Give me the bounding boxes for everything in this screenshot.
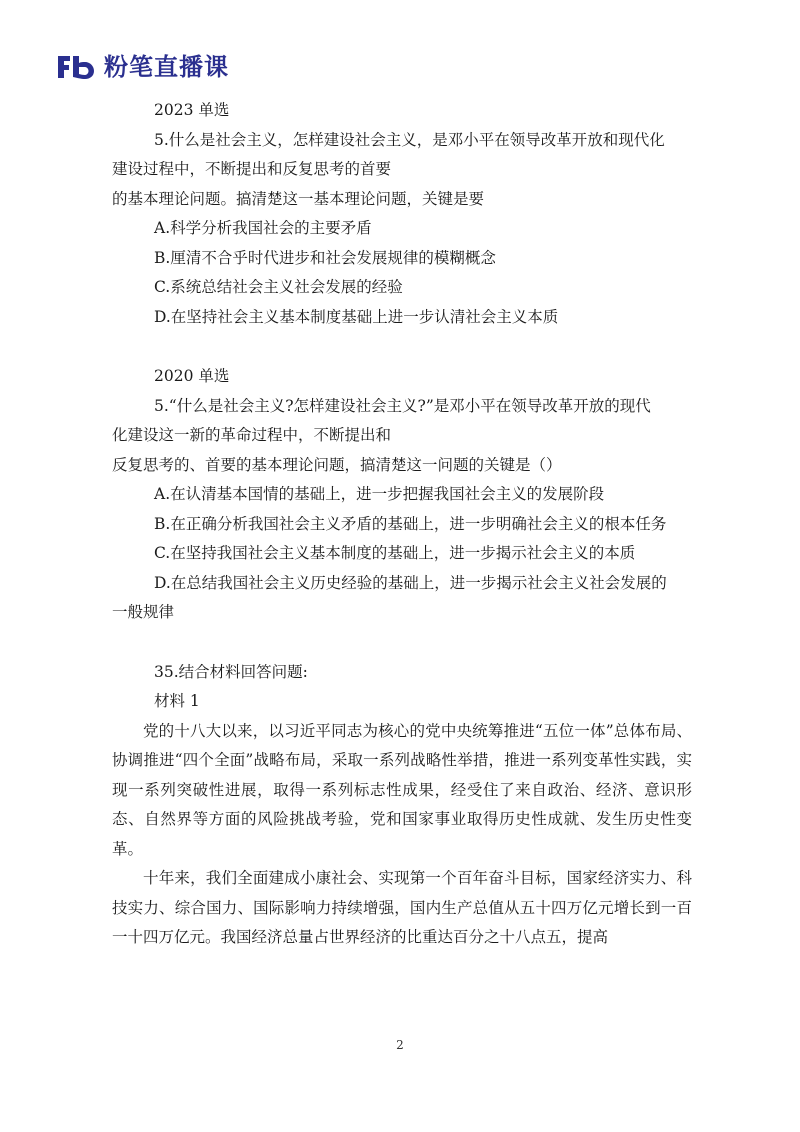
brand-name: 粉笔直播课 bbox=[104, 53, 229, 81]
option-c: C.系统总结社会主义社会发展的经验 bbox=[154, 278, 403, 296]
question-2023 bbox=[112, 96, 692, 332]
option-d: D.在坚持社会主义基本制度基础上进一步认清社会主义本质 bbox=[154, 307, 559, 326]
section-label: 2020 单选 bbox=[154, 367, 230, 385]
question-text-line: 建设过程中，不断提出和反复思考的首要 bbox=[112, 160, 392, 178]
material-paragraph: 党的十八大以来，以习近平同志为核心的党中央统筹推进“五位一体”总体布局、协调推进“四个全面”战略布局，采取一系列战略性举措，推进一系列变革性实践，实现一系列突破性进展，取得一系列标志性成果，经受住了来自政治、经济、意识形态、自然界等方面的风险挑战考验，党和国家事业取得历史性成就、发生历史性变革。 bbox=[112, 721, 692, 858]
material-paragraph: 十年来，我们全面建成小康社会、实现第一个百年奋斗目标，国家经济实力、科技实力、综合国力、国际影响力持续增强，国内生产总值从五十四万亿元增长到一百一十四万亿元。我国经济总量占世界经济的比重达百分之十八点五，提高 bbox=[112, 869, 692, 946]
material-question-title: 35.结合材料回答问题: bbox=[154, 662, 308, 681]
option-a: A.在认清基本国情的基础上，进一步把握我国社会主义的发展阶段 bbox=[154, 485, 605, 503]
question-2020 bbox=[112, 362, 692, 628]
question-text-line: 化建设这一新的革命过程中，不断提出和 bbox=[112, 426, 392, 444]
option-b: B.厘清不合乎时代进步和社会发展规律的模糊概念 bbox=[154, 248, 496, 267]
material-label: 材料 1 bbox=[154, 692, 200, 710]
option-a: A.科学分析我国社会的主要矛盾 bbox=[154, 219, 372, 237]
material-question bbox=[112, 658, 692, 717]
option-c: C.在坚持我国社会主义基本制度的基础上，进一步揭示社会主义的本质 bbox=[154, 544, 636, 562]
option-d-continued: 一般规律 bbox=[112, 603, 175, 621]
option-d: D.在总结我国社会主义历史经验的基础上，进一步揭示社会主义社会发展的 bbox=[154, 573, 667, 592]
question-text-line: 5.“什么是社会主义?怎样建设社会主义?”是邓小平在领导改革开放的现代 bbox=[154, 396, 651, 415]
question-text-line: 5.什么是社会主义，怎样建设社会主义，是邓小平在领导改革开放和现代化 bbox=[154, 130, 665, 149]
option-b: B.在正确分析我国社会主义矛盾的基础上，进一步明确社会主义的根本任务 bbox=[154, 514, 667, 533]
section-label: 2023 单选 bbox=[154, 101, 230, 119]
brand-header bbox=[56, 52, 229, 82]
page-number: 2 bbox=[396, 1038, 404, 1052]
fenbi-fb-logo-icon bbox=[56, 54, 96, 80]
question-text-line: 的基本理论问题。搞清楚这一基本理论问题，关键是要 bbox=[112, 189, 485, 208]
document-body bbox=[112, 96, 692, 953]
question-text-line: 反复思考的、首要的基本理论问题，搞清楚这一问题的关键是（） bbox=[112, 455, 562, 474]
